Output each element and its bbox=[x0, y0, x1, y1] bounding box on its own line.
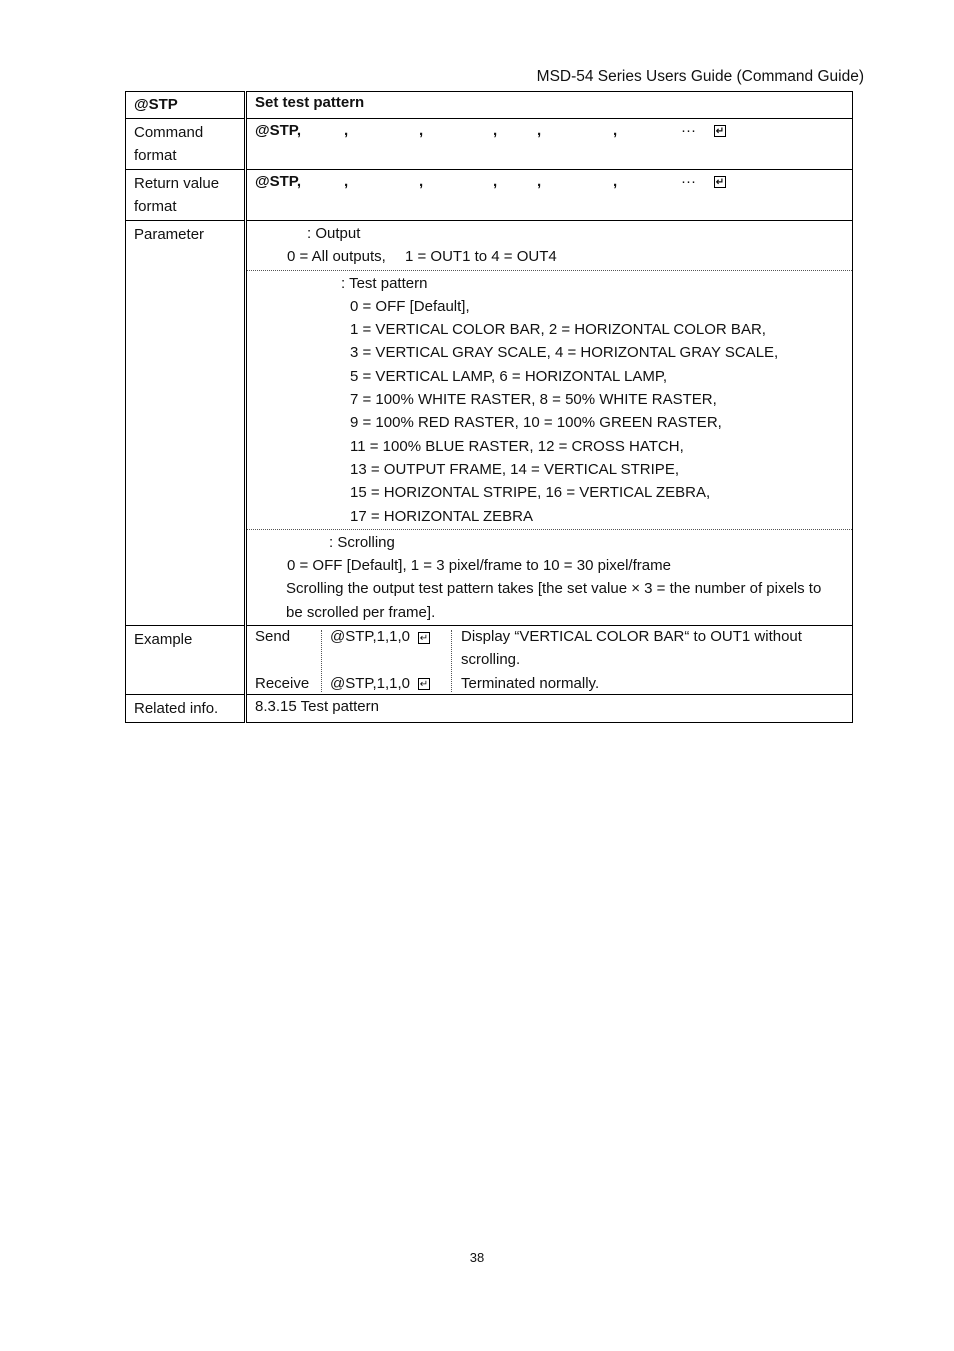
send-description-1: Display “VERTICAL COLOR BAR“ to OUT1 without bbox=[461, 628, 802, 646]
enter-icon: ↵ bbox=[419, 679, 429, 691]
related-label: Related info. bbox=[126, 695, 246, 723]
column-divider bbox=[321, 630, 322, 692]
enter-icon: ↵ bbox=[715, 177, 725, 188]
command-name: @STP bbox=[126, 92, 246, 119]
page-number: 38 bbox=[469, 1250, 485, 1265]
command-header-row bbox=[126, 92, 853, 119]
send-command: @STP,1,1,0 bbox=[330, 628, 410, 646]
command-description: Set test pattern bbox=[246, 92, 853, 119]
parameter-label: Parameter bbox=[126, 221, 246, 626]
command-format-value: @STP, , , , , , ··· ↵ bbox=[255, 122, 725, 139]
enter-icon: ↵ bbox=[419, 633, 429, 645]
return-format-value: @STP, , , , , , ··· ↵ bbox=[255, 173, 725, 190]
related-row bbox=[126, 695, 853, 723]
param-output: : Output 0 = All outputs, 1 = OUT1 to 4 = OUT4 bbox=[287, 225, 557, 266]
command-table bbox=[125, 91, 853, 723]
example-row bbox=[126, 626, 853, 695]
example-label: Example bbox=[126, 626, 246, 695]
column-divider bbox=[451, 630, 452, 692]
receive-description: Terminated normally. bbox=[461, 675, 600, 693]
param-pattern: : Test pattern 0 = OFF [Default], 1 = VERTICAL COLOR BAR, 2 = HORIZONTAL COLOR BAR, 3 = VERTICAL GRAY SCALE, 4 = HORIZONTAL GRAY SCALE, 5 = VERTICAL LAMP, 6 = HORIZONTAL LAMP, 7 = 100% WHITE RASTER, 8 = 50% WHITE RASTER, 9 = 100% RED RASTER, 10 = 100% GREEN RASTER, 11 = 100% BLUE RASTER, 12 = CROSS HATCH, 13 = OUTPUT FRAME, 14 = VERTICAL STRIPE, 15 = HORIZONTAL STRIPE, 16 = VERTICAL ZEBRA, 17 = HORIZONTAL ZEBRA bbox=[247, 270, 852, 529]
return-format-label: Return value format bbox=[126, 170, 246, 221]
page-header: MSD-54 Series Users Guide (Command Guide) bbox=[536, 68, 864, 85]
send-label: Send bbox=[255, 628, 291, 646]
parameter-row bbox=[126, 221, 853, 626]
example-block bbox=[247, 626, 852, 694]
send-description-2: scrolling. bbox=[461, 651, 521, 669]
param-scrolling: : Scrolling 0 = OFF [Default], 1 = 3 pixel/frame to 10 = 30 pixel/frame Scrolling the output test pattern takes [the set value × 3 = the number of pixels to be scrolled per frame]. bbox=[247, 529, 852, 625]
enter-icon: ↵ bbox=[715, 126, 725, 137]
command-format-label: Command format bbox=[126, 119, 246, 170]
command-format-row bbox=[126, 119, 853, 170]
related-link: 8.3.15 Test pattern bbox=[255, 698, 379, 716]
return-format-row bbox=[126, 170, 853, 221]
receive-command: @STP,1,1,0 bbox=[330, 675, 410, 693]
receive-label: Receive bbox=[255, 675, 310, 693]
